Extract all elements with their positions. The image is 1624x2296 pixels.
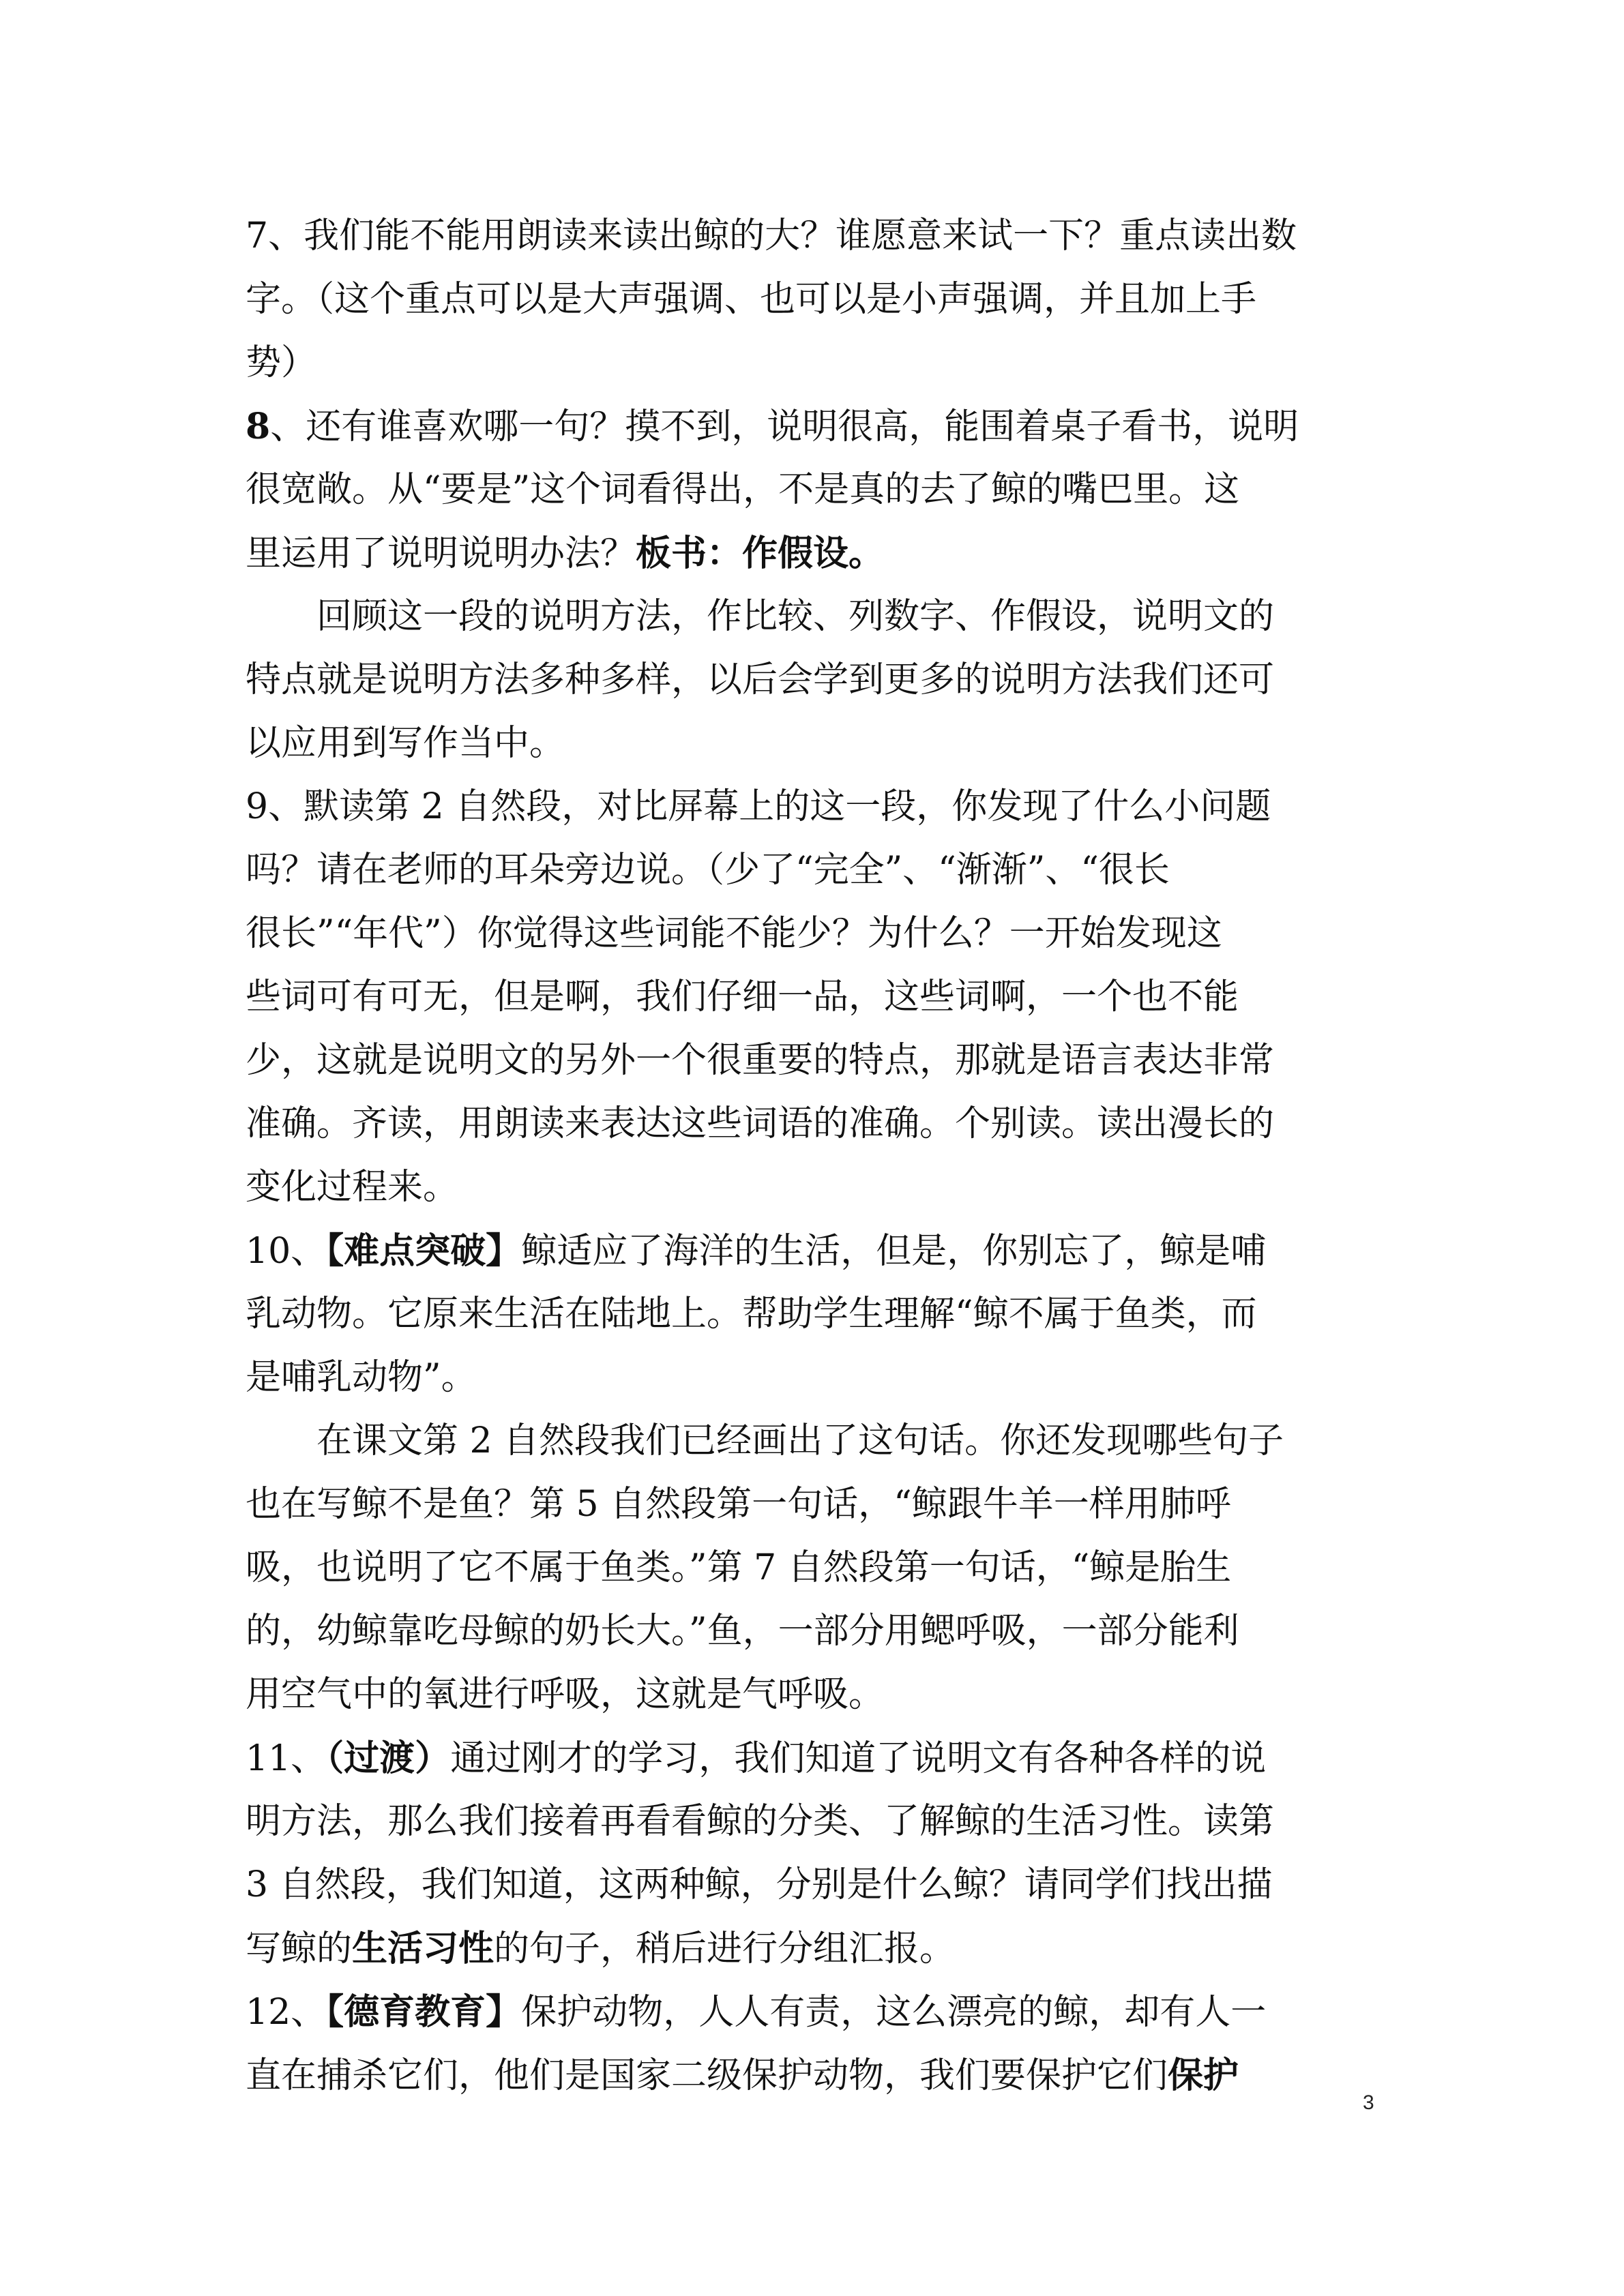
text-run: 很长”“年代”）你觉得这些词能不能少？为什么？一开始发现这 <box>246 913 1222 954</box>
page-number: 3 <box>1363 2091 1374 2114</box>
text-run: 些词可有可无，但是啊，我们仔细一品，这些词啊，一个也不能 <box>246 976 1239 1017</box>
text-run: 很宽敞。从“要是”这个词看得出，不是真的去了鲸的嘴巴里。这 <box>246 469 1240 510</box>
text-run: 以应用到写作当中。 <box>246 723 565 764</box>
text-line <box>246 775 1364 839</box>
text-run: 的，幼鲸靠吃母鲸的奶长大。”鱼，一部分用鳃呼吸，一部分能利 <box>246 1611 1239 1652</box>
text-line <box>246 1156 1364 1219</box>
text-run: 鲸适应了海洋的生活，但是，你别忘了，鲸是哺 <box>521 1231 1267 1272</box>
text-run: 吗？请在老师的耳朵旁边说。（少了“完全”、“渐渐”、“很长 <box>246 850 1170 891</box>
text-line <box>246 1980 1364 2044</box>
document-body <box>246 205 1364 2107</box>
text-line <box>246 1219 1364 1283</box>
text-run: 明方法，那么我们接着再看看鲸的分类、了解鲸的生活习性。读第 <box>246 1801 1275 1842</box>
text-line <box>246 902 1364 966</box>
text-line <box>246 966 1364 1029</box>
text-line <box>246 585 1364 648</box>
text-line <box>246 1853 1364 1917</box>
text-run: 保护动物，人人有责，这么漂亮的鲸，却有人一 <box>521 1992 1267 2033</box>
text-run: 7、我们能不能用朗读来读出鲸的大？谁愿意来试一下？重点读出数 <box>246 215 1297 256</box>
text-run: 通过刚才的学习，我们知道了说明文有各种各样的说 <box>450 1738 1267 1779</box>
text-run: 里运用了说明说明办法？ <box>246 533 636 574</box>
text-run: 9、默读第 2 自然段，对比屏幕上的这一段，你发现了什么小问题 <box>246 786 1271 827</box>
text-line <box>246 522 1364 585</box>
text-run: 变化过程来。 <box>246 1167 459 1208</box>
text-line <box>246 1727 1364 1790</box>
text-run: 少，这就是说明文的另外一个很重要的特点，那就是语言表达非常 <box>246 1040 1275 1081</box>
text-line <box>246 839 1364 902</box>
text-run: 12、 <box>246 1992 327 2033</box>
text-line <box>246 458 1364 522</box>
text-line <box>246 1283 1364 1346</box>
text-line <box>246 1536 1364 1600</box>
text-run: 直在捕杀它们，他们是国家二级保护动物，我们要保护它们 <box>246 2055 1168 2096</box>
text-line <box>246 1346 1364 1410</box>
text-run: 10、 <box>246 1231 327 1272</box>
text-line <box>246 1092 1364 1156</box>
text-run: 在课文第 2 自然段我们已经画出了这句话。你还发现哪些句子 <box>316 1420 1284 1461</box>
text-run: 势） <box>246 342 317 383</box>
text-run: 回顾这一段的说明方法，作比较、列数字、作假设，说明文的 <box>316 596 1275 637</box>
text-run: 也在写鲸不是鱼？第 5 自然段第一句话，“鲸跟牛羊一样用肺呼 <box>246 1484 1231 1525</box>
text-run: 乳动物。它原来生活在陆地上。帮助学生理解“鲸不属于鱼类，而 <box>246 1294 1257 1335</box>
text-run: 11、 <box>246 1738 327 1779</box>
bold-text-run: 8 <box>246 406 271 447</box>
bold-text-run: 板书：作假设。 <box>636 533 885 574</box>
text-run: 特点就是说明方法多种多样，以后会学到更多的说明方法我们还可 <box>246 659 1275 700</box>
text-run: 用空气中的氧进行呼吸，这就是气呼吸。 <box>246 1674 885 1715</box>
text-run: 、还有谁喜欢哪一句？摸不到，说明很高，能围着桌子看书，说明 <box>270 406 1299 447</box>
text-line <box>246 1473 1364 1536</box>
text-line <box>246 1790 1364 1853</box>
bold-text-run: 【德育教育】 <box>326 1991 522 2033</box>
text-line <box>246 648 1364 712</box>
text-line <box>246 1029 1364 1092</box>
text-run: 写鲸的 <box>246 1928 353 1969</box>
text-line <box>246 1917 1364 1980</box>
text-line <box>246 205 1364 268</box>
text-line <box>246 331 1364 395</box>
bold-text-run: 保护 <box>1168 2055 1239 2096</box>
text-run: 准确。齐读，用朗读来表达这些词语的准确。个别读。读出漫长的 <box>246 1103 1275 1144</box>
text-line <box>246 1600 1364 1663</box>
bold-text-run: 生活习性 <box>352 1928 494 1969</box>
text-run: 的句子，稍后进行分组汇报。 <box>494 1928 956 1969</box>
text-run: 字。（这个重点可以是大声强调、也可以是小声强调，并且加上手 <box>246 279 1257 320</box>
text-line <box>246 268 1364 331</box>
text-line <box>246 712 1364 775</box>
bold-text-run: （过渡） <box>326 1738 451 1779</box>
bold-text-run: 【难点突破】 <box>326 1230 522 1272</box>
text-run: 是哺乳动物”。 <box>246 1357 477 1398</box>
text-run: 吸，也说明了它不属于鱼类。”第 7 自然段第一句话，“鲸是胎生 <box>246 1547 1232 1588</box>
text-run: 3 自然段，我们知道，这两种鲸，分别是什么鲸？请同学们找出描 <box>246 1864 1273 1905</box>
text-line <box>246 1410 1364 1473</box>
text-line <box>246 395 1364 458</box>
text-line <box>246 2044 1364 2107</box>
text-line <box>246 1663 1364 1727</box>
